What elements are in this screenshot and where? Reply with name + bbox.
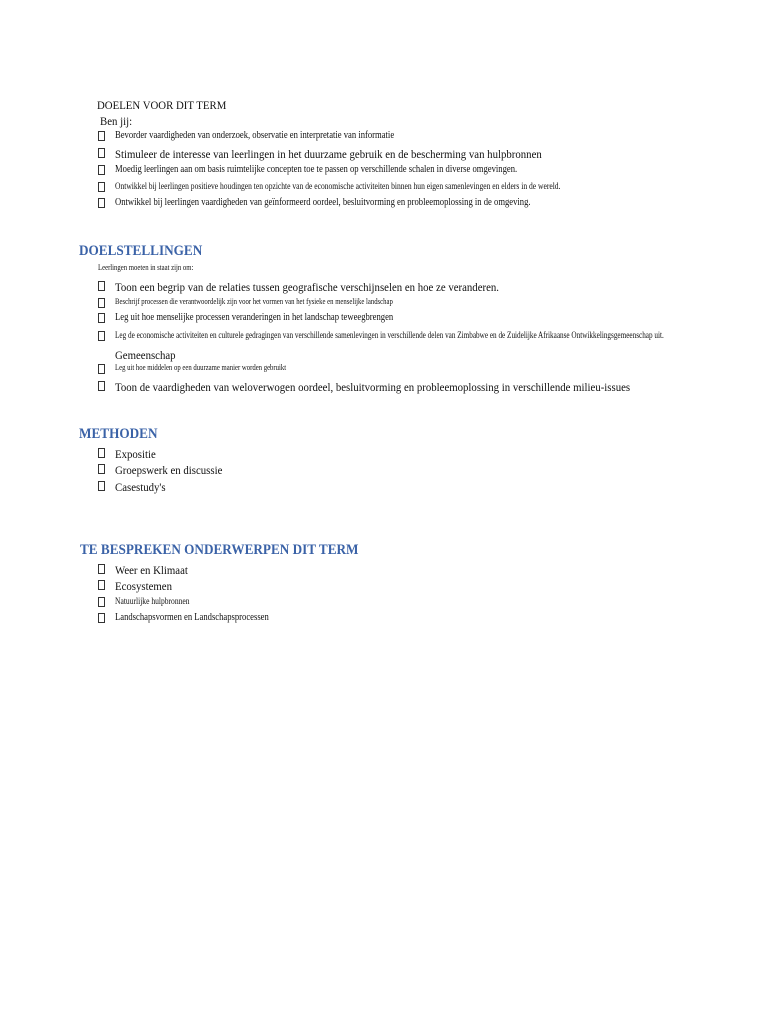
topics-list-item [98,597,768,609]
list-item-text: Expositie [115,447,156,461]
topics-heading: TE BESPREKEN ONDERWERPEN DIT TERM [80,542,359,558]
list-item-text: Leg uit hoe menselijke processen veranderingen in het landschap teweegbrengen [115,312,394,323]
checkbox-square-icon [98,182,105,192]
goals-list-item [98,131,768,143]
checkbox-square-icon [98,131,105,141]
checkbox-square-icon [98,298,105,308]
objectives-list-item [98,298,768,310]
objectives-item-continuation: Gemeenschap [115,348,176,362]
objectives-list-item [98,281,768,293]
objectives-heading: DOELSTELLINGEN [79,243,203,259]
methods-list-item [98,448,768,460]
goals-list-item [98,165,768,177]
list-item-text: Leg de economische activiteiten en culturele gedragingen van verschillende samenlevingen in verschillende delen van Zimbabwe en de Zuidelijke Afrikaanse Ontwikkelingsgemeenschap uit. [115,330,664,340]
checkbox-square-icon [98,331,105,341]
goals-subtitle: Ben jij: [100,114,133,128]
methods-list-item [98,481,768,493]
checkbox-square-icon [98,148,105,158]
list-item-text: Ecosystemen [115,579,172,593]
objectives-list-item [98,331,768,343]
list-item-text: Beschrijf processen die verantwoordelijk zijn voor het vormen van het fysieke en menselijke landschap [115,297,393,306]
checkbox-square-icon [98,165,105,175]
topics-list-item [98,580,768,592]
checkbox-square-icon [98,597,105,607]
objectives-list-item [98,313,768,325]
checkbox-square-icon [98,448,105,458]
list-item-text: Leg uit hoe middelen op een duurzame manier worden gebruikt [115,363,287,372]
list-item-text: Toon de vaardigheden van weloverwogen oordeel, besluitvorming en probleemoplossing in verschillende milieu-issues [115,380,631,394]
checkbox-square-icon [98,481,105,491]
objectives-intro: Leerlingen moeten in staat zijn om: [98,263,194,272]
methods-heading: METHODEN [79,426,158,442]
list-item-text: Ontwikkel bij leerlingen vaardigheden van geïnformeerd oordeel, besluitvorming en probleemoplossing in de omgeving. [115,197,531,208]
checkbox-square-icon [98,198,105,208]
list-item-text: Natuurlijke hulpbronnen [115,596,190,606]
topics-list-item [98,564,768,576]
list-item-text: Moedig leerlingen aan om basis ruimtelijke concepten toe te passen op verschillende schalen in diverse omgevingen. [115,164,518,175]
list-item-text: Stimuleer de interesse van leerlingen in het duurzame gebruik en de bescherming van hulpbronnen [115,147,542,161]
methods-list-item [98,464,768,476]
list-item-text: Toon een begrip van de relaties tussen geografische verschijnselen en hoe ze veranderen. [115,280,499,294]
goals-list-item [98,148,768,160]
checkbox-square-icon [98,613,105,623]
list-item-text: Bevorder vaardigheden van onderzoek, observatie en interpretatie van informatie [115,130,395,141]
checkbox-square-icon [98,281,105,291]
topics-list-item [98,613,768,625]
goals-list-item [98,198,768,210]
checkbox-square-icon [98,464,105,474]
list-item-text: Casestudy's [115,480,166,494]
list-item-text: Weer en Klimaat [115,563,188,577]
list-item-text: Ontwikkel bij leerlingen positieve houdingen ten opzichte van de economische activiteiten binnen hun eigen samenlevingen en elders in de wereld. [115,181,561,191]
list-item-text: Groepswerk en discussie [115,463,223,477]
objectives-list-item [98,381,768,393]
objectives-list-item [98,364,768,376]
checkbox-square-icon [98,564,105,574]
checkbox-square-icon [98,580,105,590]
checkbox-square-icon [98,364,105,374]
goals-list-item [98,182,768,194]
goals-title: DOELEN VOOR DIT TERM [97,98,227,112]
checkbox-square-icon [98,313,105,323]
checkbox-square-icon [98,381,105,391]
list-item-text: Landschapsvormen en Landschapsprocessen [115,612,269,623]
